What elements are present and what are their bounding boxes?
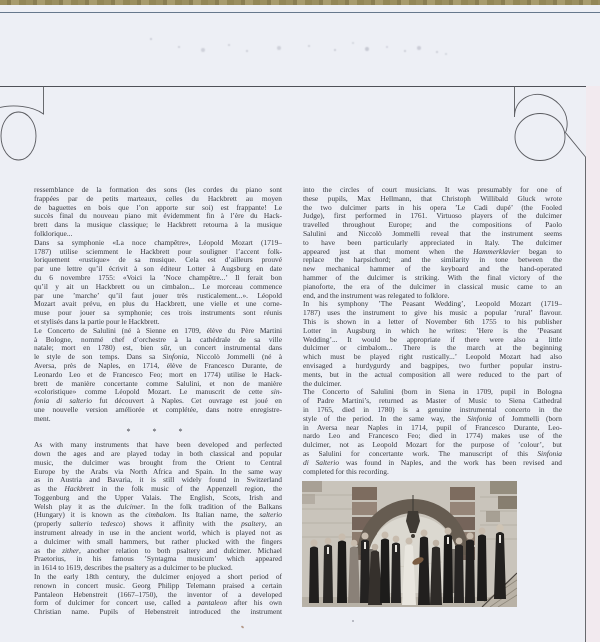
- text-line: muse pour jouer sa symphonie; ces trois instruments sont réunis: [34, 309, 282, 318]
- text-line: music, the dulcimer was brought from the Orient to Central: [34, 458, 282, 467]
- text-line: di Salterio was found in Naples, and the work has been revised and: [303, 458, 562, 467]
- text-line: into the circles of court musicians. It was presumably for one of: [303, 186, 562, 194]
- text-line: Dans sa symphonie «La noce champêtre», Léopold Mozart (1719–: [34, 238, 282, 247]
- ghost-print-marks: [150, 38, 152, 40]
- text-line: of Padre Martini’s, returned as Master of Music to Siena Cathedral: [303, 397, 562, 406]
- text-line: 1787) uses the instrument to give his music a popular ’rural’ flavour.: [303, 309, 562, 318]
- left-text-column: [34, 186, 282, 617]
- text-line: Europe by the Arabs via North Africa and Spain. In the same way: [34, 467, 282, 476]
- english-notes-block-2: [303, 186, 562, 476]
- text-line: loriquement «rustique» de sa musique. Cela est d’ailleurs prouvé: [34, 256, 282, 265]
- text-line: par une lettre qu’il écrivit à son éditeur Lotter à Augsburg en date: [34, 265, 282, 274]
- text-line: in 1614 to 1619, describes the psaltery as a dulcimer to be plucked.: [34, 564, 233, 573]
- text-line: natale; mort en 1780) est, bien sûr, un concert instrumental dans: [34, 344, 282, 353]
- text-line: instrument already in use in the ancient world, which is played not as: [34, 529, 282, 538]
- text-line: Aversa, près de Naples, en 1714, élève de Francesco Durante, de: [34, 361, 282, 370]
- cover-top-edge: [0, 0, 600, 5]
- right-text-column: [303, 186, 562, 476]
- text-line: a dulcimer with small hammers, but rather plucked with the fingers: [34, 537, 282, 546]
- text-line: as Salulini for concertante work. The manuscript of this Sinfonia: [303, 449, 562, 458]
- text-line: down the ages and are played today in both classical and popular: [34, 449, 282, 458]
- text-line: Judge), first performed in 1761. Virtuoso players of the dulcimer: [303, 212, 562, 221]
- text-line: frappées par de petits marteaux, celles du Hackbrett au moyen: [34, 194, 282, 203]
- text-line: travelled throughout Europe; and the compositions of Paolo: [303, 221, 562, 230]
- text-line: The Concerto of Salulini (born in Siena in 1709, pupil in Bologna: [303, 388, 562, 397]
- text-line: brett dans la musique classique; le Hackbrett retourna à la musique: [34, 221, 282, 230]
- text-line: Toggenburg and the Upper Valais. The English, Scots, Irish and: [34, 493, 282, 502]
- text-line: As with many instruments that have been developed and perfected: [34, 441, 282, 450]
- section-separator: * * *: [126, 426, 190, 436]
- text-line: Welsh play it as the dulcimer. In the folk tradition of the Balkans: [34, 502, 282, 511]
- text-line: une nouvelle version améliorée et complétée, dans notre enregistre-: [34, 405, 282, 414]
- text-line: Leonardo Leo et de Francesco Feo; mort en 1774) utilise le Hack-: [34, 370, 282, 379]
- text-line: form of dulcimer for concert use, called a pantaleon after his own: [34, 599, 282, 608]
- text-line: Mozart avait prévu, en plus du Hackbrett, une vielle et une corne-: [34, 300, 282, 309]
- text-line: envisaged a hurdygurdy and bagpipes, two further popular instru-: [303, 361, 562, 370]
- text-line: dulcimer, not as Leopold Mozart for the purpose of ’colour’, but: [303, 441, 562, 450]
- text-line: ment.: [34, 414, 51, 423]
- text-line: completed for this recording.: [303, 467, 389, 476]
- text-line: replace the harpsichord; and the similarity in tone between the: [303, 256, 562, 265]
- text-line: these pupils, Max Hellmann, that Christoph Willibald Gluck wrote: [303, 194, 562, 203]
- text-line: dulcimer or cimbalom... There is the march at the beginning: [303, 344, 562, 353]
- text-line: This is shown in a letter of November 6th 1755 to his publisher: [303, 317, 562, 326]
- text-line: to have been particularly appreciated in Italy. The dulcimer: [303, 238, 562, 247]
- english-notes-block-1: [34, 441, 282, 617]
- text-line: In his symphony ’The Peasant Wedding’, Leopold Mozart (1719–: [303, 300, 562, 309]
- text-line: 1787) utilise sciemment le Hackbrett pour souligner l’accent folk-: [34, 247, 282, 256]
- text-line: (properly salterio tedesco) shows it affinity with the psaltery, an: [34, 520, 282, 529]
- text-line: Le Concerto de Salulini (né à Sienne en 1709, élève du Père Martini: [34, 326, 282, 335]
- left-scroll-ornament: [0, 86, 60, 168]
- text-line: qu’il y ait un Hackbrett ou un cimbalon... Le morceau commence: [34, 282, 282, 291]
- text-line: à Bologne, nommé chef d’orchestre à la cathédrale de sa ville: [34, 335, 282, 344]
- text-line: in Aversa near Naples in 1714, pupil of Francesco Durante, Leo-: [303, 423, 562, 432]
- text-line: hammer of the dulcimer is striking. With the final victory of the: [303, 273, 562, 282]
- text-line: ments, but in the actual composition all were reduced to the part of: [303, 370, 562, 379]
- text-line: Christian name. Pupils of Hebenstreit introduced the instrument: [34, 608, 282, 617]
- text-line: as the zither, another relation to both psaltery and dulcimer. Michael: [34, 546, 282, 555]
- text-line: de baguettes en bois que l’on apporte sur soi) est frappante! Le: [34, 203, 282, 212]
- top-rule: [0, 12, 600, 13]
- text-line: style of the period. In the same way, the Sinfonia of Jommelli (born: [303, 414, 562, 423]
- text-line: as the Hackbrett in the folk music of the Appenzell region, the: [34, 485, 282, 494]
- text-line: the dulcimer.: [303, 379, 342, 388]
- text-line: renown in concert music. Georg Philipp Telemann praised a certain: [34, 581, 282, 590]
- text-line: Salulini and Niccolò Jommelli reveal that the instrument seems: [303, 229, 562, 238]
- text-line: ressemblance de la formation des sons (les cordes du piano sont: [34, 186, 282, 194]
- text-line: appeared just at that moment when the Hammerklavier began to: [303, 247, 562, 256]
- text-line: Wedding’... It would be appropriate if there were also a little: [303, 335, 562, 344]
- dust-speck: [241, 625, 245, 628]
- text-line: (Hungary) it is known as the cimbalom. Its Italian name, the salterio: [34, 511, 282, 520]
- ensemble-photograph: [302, 481, 517, 607]
- text-line: Pantaleon Hebenstreit (1667–1750), the inventor of a developed: [34, 590, 282, 599]
- text-line: et stylisés dans la partie pour le Hackbrett.: [34, 317, 160, 326]
- text-line: pianoforte, the era of the dulcimer in classical music came to an: [303, 282, 562, 291]
- text-line: as in Austria and Bavaria, it is still widely found in Switzerland: [34, 476, 282, 485]
- text-line: new mechanical hammer of the keyboard and the hand-operated: [303, 265, 562, 274]
- ensemble-photo-image: [302, 481, 517, 607]
- text-line: Lotter in Augsburg in which he writes: ’Here is the ’Peasant: [303, 326, 562, 335]
- text-line: in 1765, died in 1780) is a genuine instrumental concerto in the: [303, 405, 562, 414]
- text-line: end, and the instrument was relegated to folklore.: [303, 291, 450, 300]
- text-line: which must be played right rustically...’ Leopold Mozart had also: [303, 353, 562, 362]
- text-line: le style de son temps. Dans sa Sinfonia, Niccolò Jommelli (né à: [34, 353, 282, 362]
- text-line: du 6 novembre 1755: «Voici la ’Noce champêtre...’ Il ferait bon: [34, 273, 282, 282]
- text-line: the two dulcimer parts in his opera ’Le Cadi dupé’ (the Fooled: [303, 203, 562, 212]
- text-line: nardo Leo and Francesco Feo; died in 1774) makes use of the: [303, 432, 562, 441]
- text-line: In the early 18th century, the dulcimer enjoyed a short period of: [34, 573, 282, 582]
- text-line: fonia di salterio fut découvert à Naples. Cet ouvrage est joué en: [34, 397, 282, 406]
- text-line: succès final du nouveau piano mit évidemment fin à l’ère du Hack-: [34, 212, 282, 221]
- text-line: folklorique...: [34, 229, 73, 238]
- text-line: par une ’marche’ qu’il faut jouer très rusticalement...». Léopold: [34, 291, 282, 300]
- dust-speck: [352, 620, 354, 622]
- text-line: «coloristique» comme Léopold Mozart. Le manuscrit de cette sin-: [34, 388, 282, 397]
- text-line: brett de manière concertante comme Salulini, et non de manière: [34, 379, 282, 388]
- text-line: Praetorius, in his famous ’Syntagma musicum’ which appeared: [34, 555, 282, 564]
- french-notes-block: [34, 186, 282, 424]
